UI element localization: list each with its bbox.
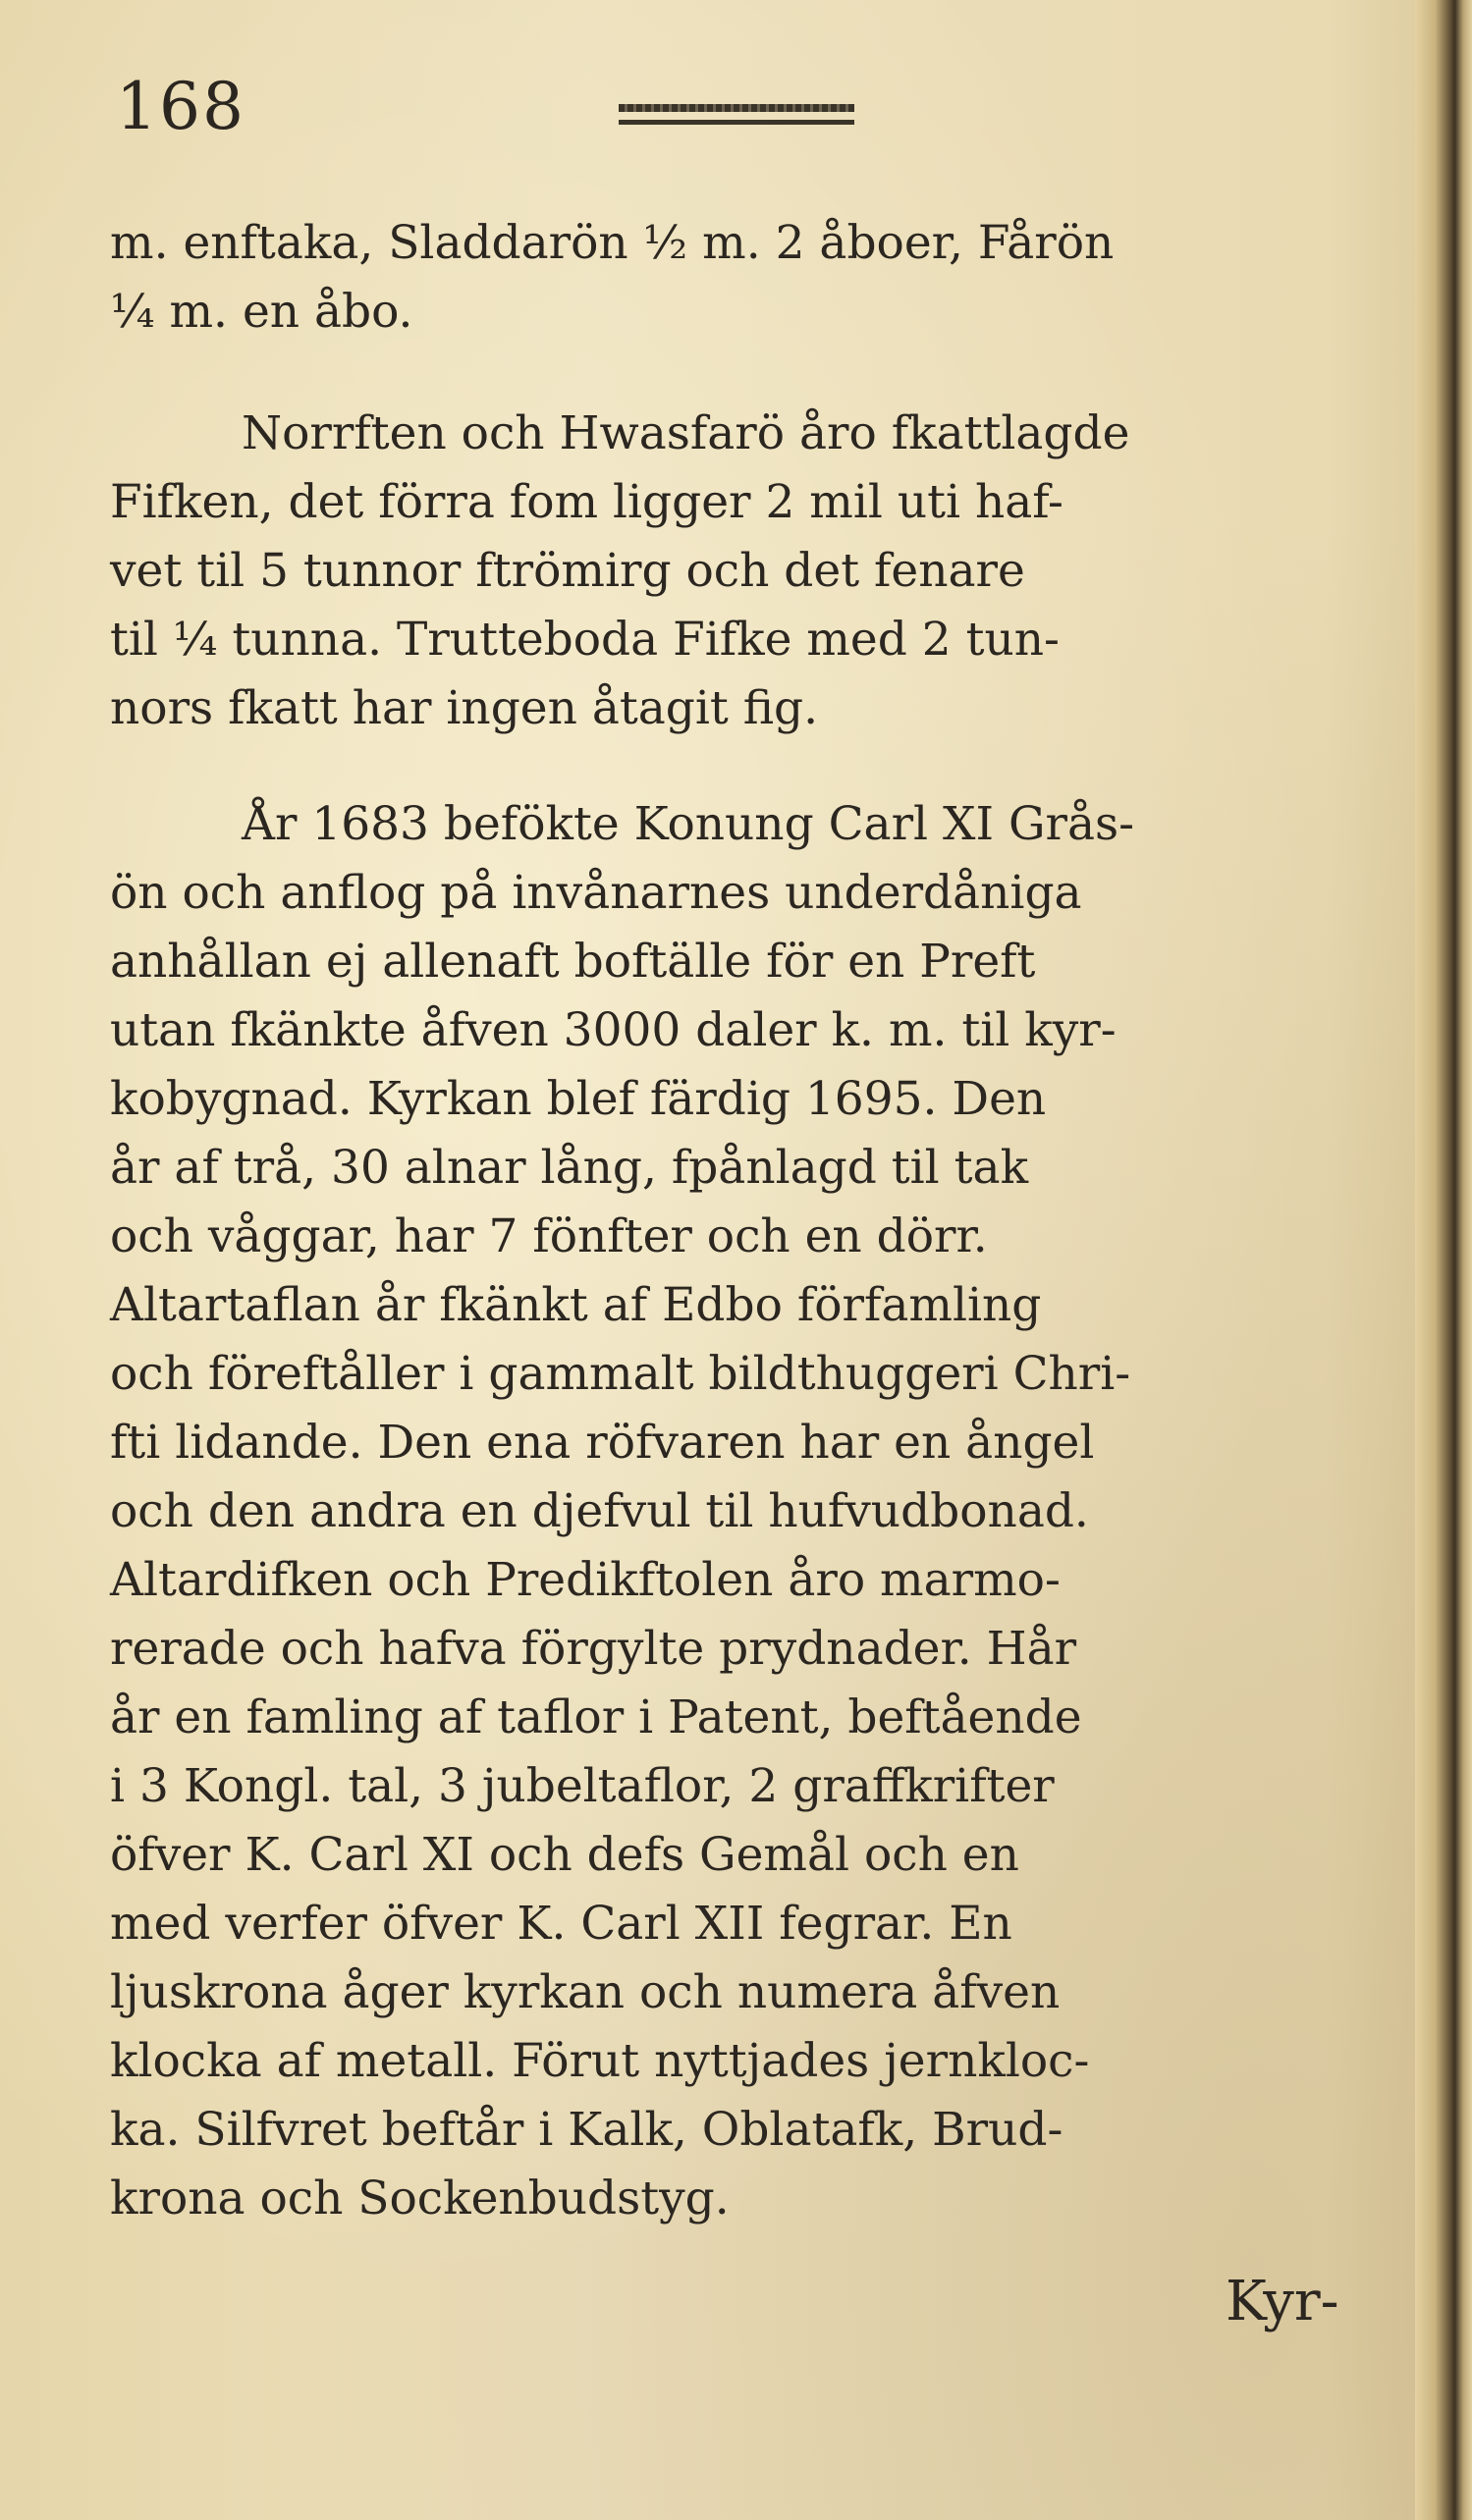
text-line: ljuskrona åger kyrkan och numera åfven (110, 1965, 1061, 2019)
catchword: Kyr- (1226, 2270, 1339, 2333)
header-ornament (619, 104, 854, 130)
text-line: kobygnad. Kyrkan blef färdig 1695. Den (110, 1072, 1047, 1126)
text-line: rerade och hafva förgylte prydnader. Hår (110, 1622, 1077, 1676)
text-line: och våggar, har 7 fönfter och en dörr. (110, 1209, 988, 1263)
text-line: utan fkänkte åfven 3000 daler k. m. til kyr- (110, 1003, 1117, 1057)
text-line: i 3 Kongl. tal, 3 jubeltaflor, 2 graffkrifter (110, 1759, 1055, 1813)
text-line: öfver K. Carl XI och defs Gemål och en (110, 1828, 1019, 1882)
text-line: ön och anflog på invånarnes underdåniga (110, 866, 1082, 920)
text-line: år af trå, 30 alnar lång, fpånlagd til tak (110, 1141, 1029, 1195)
text-line: År 1683 befökte Konung Carl XI Grås- (242, 797, 1135, 851)
text-line: och den andra en djefvul til hufvudbonad. (110, 1484, 1089, 1538)
text-line: klocka af metall. Förut nyttjades jernkloc- (110, 2034, 1090, 2088)
text-line: vet til 5 tunnor ftrömirg och det fenare (110, 544, 1025, 598)
text-line: ¼ m. en åbo. (110, 285, 413, 339)
text-line: med verfer öfver K. Carl XII fegrar. En (110, 1897, 1012, 1951)
text-line: nors fkatt har ingen åtagit fig. (110, 681, 819, 735)
text-line: krona och Sockenbudstyg. (110, 2171, 730, 2225)
text-line: år en famling af taflor i Patent, beftående (110, 1690, 1082, 1744)
text-line: til ¼ tunna. Trutteboda Fifke med 2 tun- (110, 613, 1060, 667)
text-line: ka. Silfvret beftår i Kalk, Oblatafk, Brud- (110, 2103, 1063, 2157)
text-line: m. enftaka, Sladdarön ½ m. 2 åboer, Fårön (110, 216, 1115, 270)
text-line: Fifken, det förra fom ligger 2 mil uti haf- (110, 475, 1063, 529)
text-line: Altardifken och Predikftolen åro marmo- (110, 1553, 1061, 1607)
text-line: Altartaflan år fkänkt af Edbo förfamling (110, 1278, 1042, 1332)
text-line: och föreftåller i gammalt bildthuggeri Chri- (110, 1347, 1131, 1401)
page-number: 168 (116, 69, 245, 144)
book-binding-edge (1415, 0, 1472, 2520)
text-line: anhållan ej allenaft boftälle för en Preft (110, 935, 1036, 989)
text-line: Norrften och Hwasfarö åro fkattlagde (242, 406, 1130, 460)
text-line: fti lidande. Den ena röfvaren har en ångel (110, 1416, 1095, 1470)
